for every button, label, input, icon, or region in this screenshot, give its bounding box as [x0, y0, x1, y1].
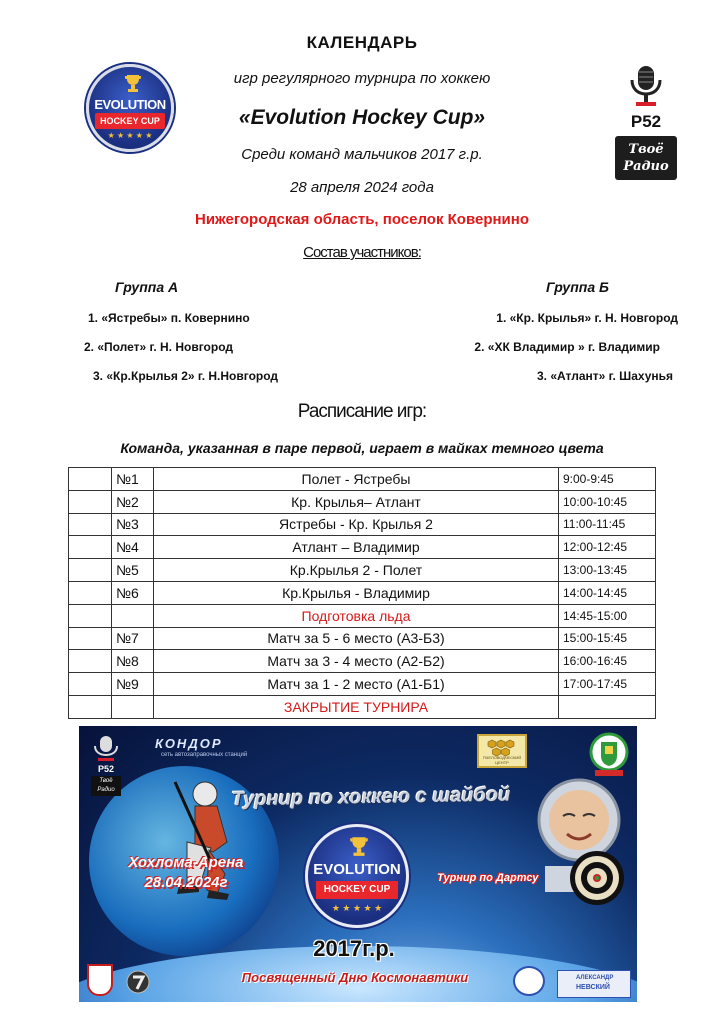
- match-number: №2: [112, 490, 154, 513]
- radio-logo-line-1: Твоё: [628, 142, 664, 157]
- match-name: Кр.Крылья - Владимир: [154, 581, 559, 604]
- honey-center-text: ПЧЕЛОВОДЧЕСКИЙ ЦЕНТР: [482, 755, 522, 765]
- tournament-closing: ЗАКРЫТИЕ ТУРНИРА: [154, 695, 559, 718]
- table-cell-empty: [69, 468, 112, 491]
- sponsor-logo-icon: [121, 970, 155, 994]
- radio-p52-logo: [612, 64, 680, 182]
- group-b-team: 2. «ХК Владимир » г. Владимир: [474, 340, 660, 354]
- nevsky-line-2: НЕВСКИЙ: [576, 984, 610, 991]
- banner-logo-text-evolution: EVOLUTION: [313, 861, 401, 878]
- teams-category: Среди команд мальчиков 2017 г.р.: [241, 146, 483, 163]
- match-number: №6: [112, 581, 154, 604]
- match-time: 12:00-12:45: [559, 536, 656, 559]
- nevsky-line-1: АЛЕКСАНДР: [576, 975, 614, 981]
- match-time: 16:00-16:45: [559, 650, 656, 673]
- match-name: Полет - Ястребы: [154, 468, 559, 491]
- table-cell-empty: [69, 536, 112, 559]
- document-subtitle: игр регулярного турнира по хоккею: [233, 70, 491, 87]
- table-cell-empty: [69, 490, 112, 513]
- table-row: [69, 559, 656, 582]
- match-time: 17:00-17:45: [559, 673, 656, 696]
- table-row: [69, 650, 656, 673]
- table-row: [69, 604, 656, 627]
- match-number: №7: [112, 627, 154, 650]
- darts-tournament-title: Турнир по Дартсу: [437, 872, 539, 884]
- alexander-nevsky-logo: [557, 970, 631, 998]
- table-cell-empty: [69, 627, 112, 650]
- cup-title: «Evolution Hockey Cup»: [238, 106, 486, 129]
- table-row: [69, 468, 656, 491]
- match-name: Кр.Крылья 2 - Полет: [154, 559, 559, 582]
- group-a-team: 2. «Полет» г. Н. Новгород: [84, 340, 233, 354]
- logo-stars: ★ ★ ★ ★ ★: [107, 131, 153, 140]
- match-number: [112, 604, 154, 627]
- match-name: Кр. Крылья– Атлант: [154, 490, 559, 513]
- table-row: [69, 490, 656, 513]
- tournament-banner: [79, 726, 637, 1002]
- match-time: 15:00-15:45: [559, 627, 656, 650]
- match-name: Матч за 1 - 2 место (А1-Б1): [154, 673, 559, 696]
- table-cell-empty: [69, 604, 112, 627]
- table-row: [69, 513, 656, 536]
- honey-center-logo: [477, 734, 527, 768]
- table-row: [69, 673, 656, 696]
- table-cell-empty: [69, 695, 112, 718]
- document-title: КАЛЕНДАРЬ: [306, 33, 418, 52]
- match-number: №5: [112, 559, 154, 582]
- match-name: Матч за 5 - 6 место (А3-Б3): [154, 627, 559, 650]
- ice-preparation: Подготовка льда: [154, 604, 559, 627]
- table-cell-empty: [69, 650, 112, 673]
- table-row: [69, 581, 656, 604]
- condor-subtitle: сеть автозаправочных станций: [161, 752, 248, 758]
- banner-logo-text-hockey-cup: HOCKEY CUP: [316, 881, 398, 899]
- participants-heading: Состав участников:: [303, 244, 421, 261]
- banner-radio-logo: [89, 734, 123, 798]
- table-cell-empty: [69, 559, 112, 582]
- banner-dedication: Посвященный Дню Космонавтики: [241, 970, 469, 985]
- table-cell-empty: [69, 673, 112, 696]
- match-time: 10:00-10:45: [559, 490, 656, 513]
- group-a-team: 1. «Ястребы» п. Ковернино: [88, 311, 250, 325]
- match-time: 11:00-11:45: [559, 513, 656, 536]
- hockey-player-image: [139, 772, 249, 912]
- match-time: 13:00-13:45: [559, 559, 656, 582]
- radio-logo-p52: P52: [630, 112, 662, 131]
- group-a-team: 3. «Кр.Крылья 2» г. Н.Новгород: [93, 369, 279, 383]
- table-row: [69, 695, 656, 718]
- tournament-date: 28 апреля 2024 года: [290, 179, 434, 196]
- match-number: №8: [112, 650, 154, 673]
- logo-text-evolution: EVOLUTION: [94, 97, 166, 112]
- schedule-heading: Расписание игр:: [297, 401, 427, 422]
- match-number: №3: [112, 513, 154, 536]
- microphone-icon: [89, 734, 123, 764]
- radio-logo-label: [615, 136, 677, 180]
- banner-radio-p52: P52: [97, 764, 114, 774]
- match-name: Атлант – Владимир: [154, 536, 559, 559]
- group-b-team: 3. «Атлант» г. Шахунья: [537, 369, 673, 383]
- group-b-title: Группа Б: [546, 279, 609, 295]
- microphone-icon: [628, 64, 664, 110]
- group-a-title: Группа А: [115, 279, 179, 295]
- schedule-note: Команда, указанная в паре первой, играет в майках темного цвета: [120, 440, 604, 456]
- tournament-location: Нижегородская область, поселок Ковернино: [194, 211, 529, 228]
- group-b-team: 1. «Кр. Крылья» г. Н. Новгород: [496, 311, 678, 325]
- match-number: №9: [112, 673, 154, 696]
- radio-logo-line-2: Радио: [623, 159, 669, 174]
- match-number: [112, 695, 154, 718]
- dartboard-icon: [569, 850, 625, 906]
- table-row: [69, 536, 656, 559]
- banner-headline: Турнир по хоккею с шайбой: [231, 783, 511, 811]
- evolution-hockey-cup-logo: [86, 64, 174, 152]
- region-emblem-icon: [513, 966, 545, 996]
- logo-text-hockey-cup: HOCKEY CUP: [95, 113, 165, 129]
- match-time: 9:00-9:45: [559, 468, 656, 491]
- schedule-table: [68, 467, 656, 719]
- arena-name: Хохлома-Арена: [128, 854, 244, 871]
- trophy-icon: [348, 835, 370, 857]
- trophy-icon: [123, 73, 143, 93]
- arena-date: 28.04.2024г: [144, 874, 228, 891]
- match-name: Ястребы - Кр. Крылья 2: [154, 513, 559, 536]
- match-time: [559, 695, 656, 718]
- match-time: 14:00-14:45: [559, 581, 656, 604]
- table-cell-empty: [69, 513, 112, 536]
- match-number: №1: [112, 468, 154, 491]
- condor-logo: КОНДОР: [155, 736, 223, 751]
- match-number: №4: [112, 536, 154, 559]
- table-row: [69, 627, 656, 650]
- table-cell-empty: [69, 581, 112, 604]
- district-coat-of-arms-icon: [87, 964, 113, 996]
- banner-evolution-hockey-cup-logo: [305, 824, 409, 928]
- banner-year: 2017г.р.: [313, 936, 395, 961]
- banner-logo-stars: ★ ★ ★ ★ ★: [331, 903, 383, 913]
- banner-radio-label: Твоё Радио: [91, 776, 121, 796]
- match-time: 14:45-15:00: [559, 604, 656, 627]
- match-name: Матч за 3 - 4 место (А2-Б2): [154, 650, 559, 673]
